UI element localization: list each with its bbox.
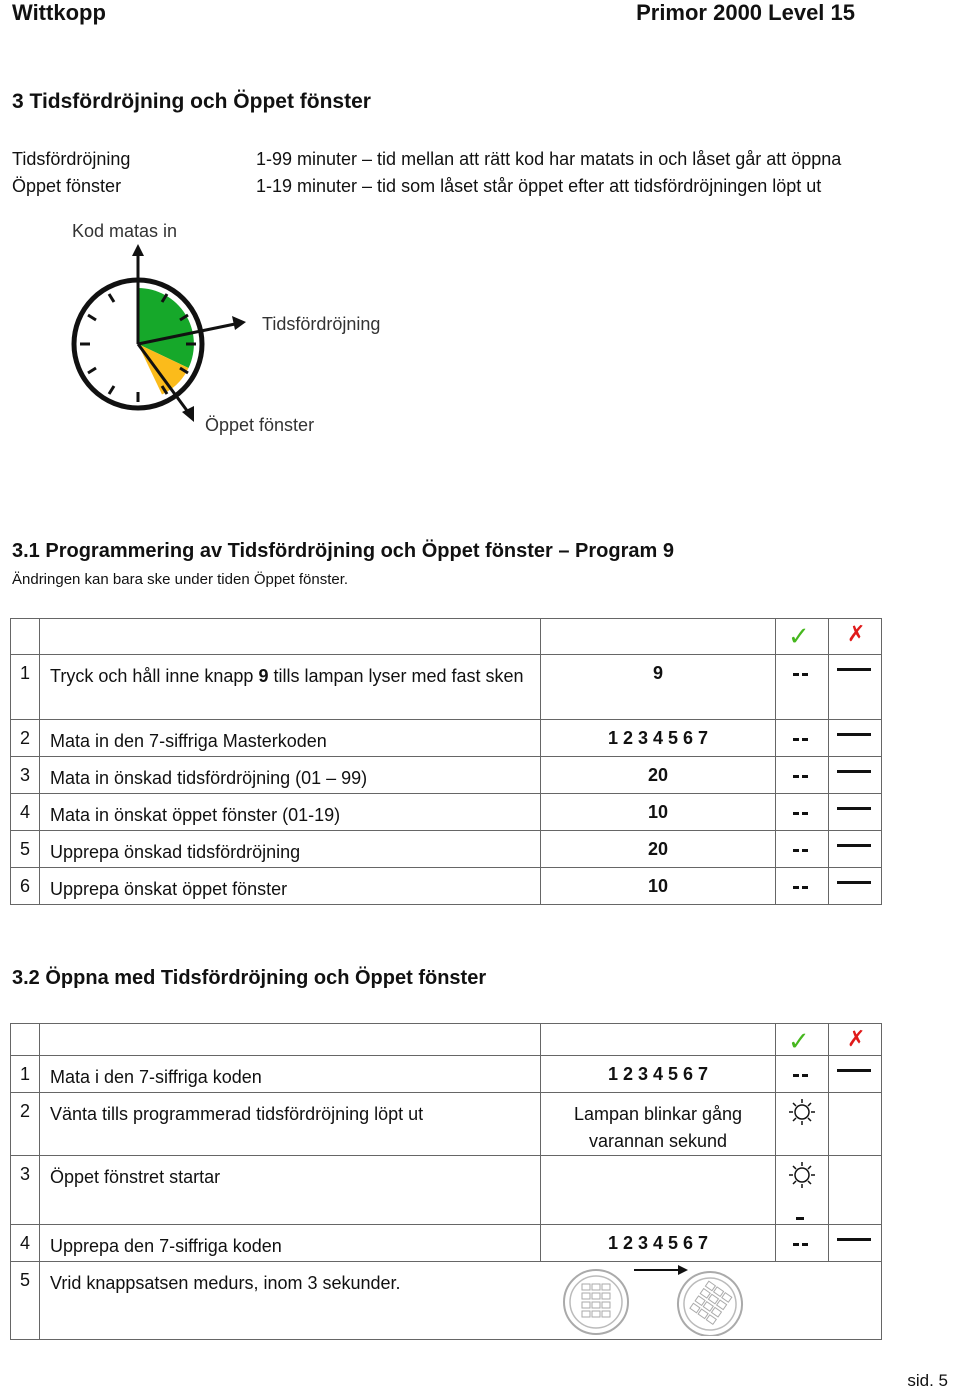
long-dash-icon — [837, 1238, 871, 1241]
double-dash-icon — [793, 1074, 809, 1082]
diagram-label-delay: Tidsfördröjning — [262, 314, 381, 334]
step-code: 1 2 3 4 5 6 7 — [541, 720, 776, 757]
header-product: Primor 2000 Level 15 — [636, 0, 855, 25]
blinking-lamp-icon — [789, 1099, 815, 1125]
step-code — [541, 1156, 776, 1225]
step-text: Vänta tills programmerad tidsfördröjning löpt ut — [40, 1093, 541, 1156]
step-text: Upprepa önskad tidsfördröjning — [40, 831, 541, 868]
clock-diagram — [60, 240, 260, 430]
step-number: 6 — [11, 868, 40, 905]
double-dash-icon — [793, 775, 809, 783]
keypad-before-icon — [564, 1270, 628, 1334]
step-text: Vrid knappsatsen medurs, inom 3 sekunder. — [40, 1262, 882, 1340]
x-icon: ✗ — [847, 1026, 866, 1051]
step-number: 3 — [11, 1156, 40, 1225]
table-row — [11, 1093, 882, 1156]
diagram-label-window: Öppet fönster — [205, 415, 315, 435]
keypad-rotate-illustration — [560, 1264, 760, 1336]
diagram-label-code: Kod matas in — [72, 221, 178, 241]
step-code: 9 — [541, 655, 776, 720]
x-icon: ✗ — [847, 621, 866, 646]
step-number: 1 — [11, 655, 40, 720]
subsection-title-programming: 3.1 Programmering av Tidsfördröjning och Öppet fönster – Program 9 — [12, 540, 674, 562]
long-dash-icon — [837, 668, 871, 671]
step-number: 3 — [11, 757, 40, 794]
long-dash-icon — [837, 770, 871, 773]
keypad-after-icon — [665, 1264, 754, 1336]
table-row — [11, 1225, 882, 1262]
table-header-row — [11, 1024, 882, 1056]
table-row — [11, 720, 882, 757]
table-row — [11, 1156, 882, 1225]
step-text: Mata in den 7-siffriga Masterkoden — [40, 720, 541, 757]
table-row — [11, 655, 882, 720]
step-code: 10 — [541, 868, 776, 905]
step-number: 5 — [11, 1262, 40, 1340]
step-text: Öppet fönstret startar — [40, 1156, 541, 1225]
double-dash-icon — [793, 886, 809, 894]
table-row — [11, 1262, 882, 1340]
check-icon: ✓ — [788, 1026, 810, 1056]
step-code: 20 — [541, 831, 776, 868]
subsection-title-opening: 3.2 Öppna med Tidsfördröjning och Öppet fönster — [12, 967, 487, 989]
double-dash-icon — [793, 738, 809, 746]
page-number: sid. 5 — [907, 1371, 948, 1390]
opening-table — [10, 1023, 882, 1340]
long-dash-icon — [837, 844, 871, 847]
step-text: Upprepa önskat öppet fönster — [40, 868, 541, 905]
step-text: Mata i den 7-siffriga koden — [40, 1056, 541, 1093]
programming-table — [10, 618, 882, 905]
code-hand-arrowhead — [132, 244, 144, 256]
step-number: 5 — [11, 831, 40, 868]
step-code: 1 2 3 4 5 6 7 — [541, 1056, 776, 1093]
step-text: Mata in önskad tidsfördröjning (01 – 99) — [40, 757, 541, 794]
step-code: Lampan blinkar gång varannan sekund — [541, 1093, 776, 1156]
definition-desc-window: 1-19 minuter – tid som låset står öppet efter att tidsfördröjningen löpt ut — [256, 176, 822, 196]
double-dash-icon — [793, 812, 809, 820]
section-title: 3 Tidsfördröjning och Öppet fönster — [12, 90, 371, 113]
programming-note: Ändringen kan bara ske under tiden Öppet fönster. — [12, 571, 349, 588]
single-dash-icon — [796, 1217, 804, 1220]
step-text: Upprepa den 7-siffriga koden — [40, 1225, 541, 1262]
step-number: 2 — [11, 1093, 40, 1156]
step-code: 10 — [541, 794, 776, 831]
delay-hand-arrowhead — [232, 316, 246, 330]
table-row — [11, 1056, 882, 1093]
step-text: Tryck och håll inne knapp 9 tills lampan lyser med fast sken — [40, 655, 541, 720]
step-number: 1 — [11, 1056, 40, 1093]
header-company: Wittkopp — [12, 0, 106, 25]
double-dash-icon — [793, 673, 809, 681]
table-header-row — [11, 619, 882, 655]
step-text: Mata in önskat öppet fönster (01-19) — [40, 794, 541, 831]
step-number: 2 — [11, 720, 40, 757]
long-dash-icon — [837, 1069, 871, 1072]
definition-term-window: Öppet fönster — [12, 176, 122, 196]
definition-term-delay: Tidsfördröjning — [12, 149, 131, 169]
blinking-lamp-icon — [789, 1162, 815, 1188]
table-row — [11, 757, 882, 794]
double-dash-icon — [793, 849, 809, 857]
check-icon: ✓ — [788, 621, 810, 651]
definition-desc-delay: 1-99 minuter – tid mellan att rätt kod har matats in och låset går att öppna — [256, 149, 842, 169]
step-code: 1 2 3 4 5 6 7 — [541, 1225, 776, 1262]
long-dash-icon — [837, 807, 871, 810]
table-row — [11, 868, 882, 905]
step-code: 20 — [541, 757, 776, 794]
step-number: 4 — [11, 1225, 40, 1262]
double-dash-icon — [793, 1243, 809, 1251]
table-row — [11, 794, 882, 831]
step-number: 4 — [11, 794, 40, 831]
table-row — [11, 831, 882, 868]
long-dash-icon — [837, 881, 871, 884]
long-dash-icon — [837, 733, 871, 736]
